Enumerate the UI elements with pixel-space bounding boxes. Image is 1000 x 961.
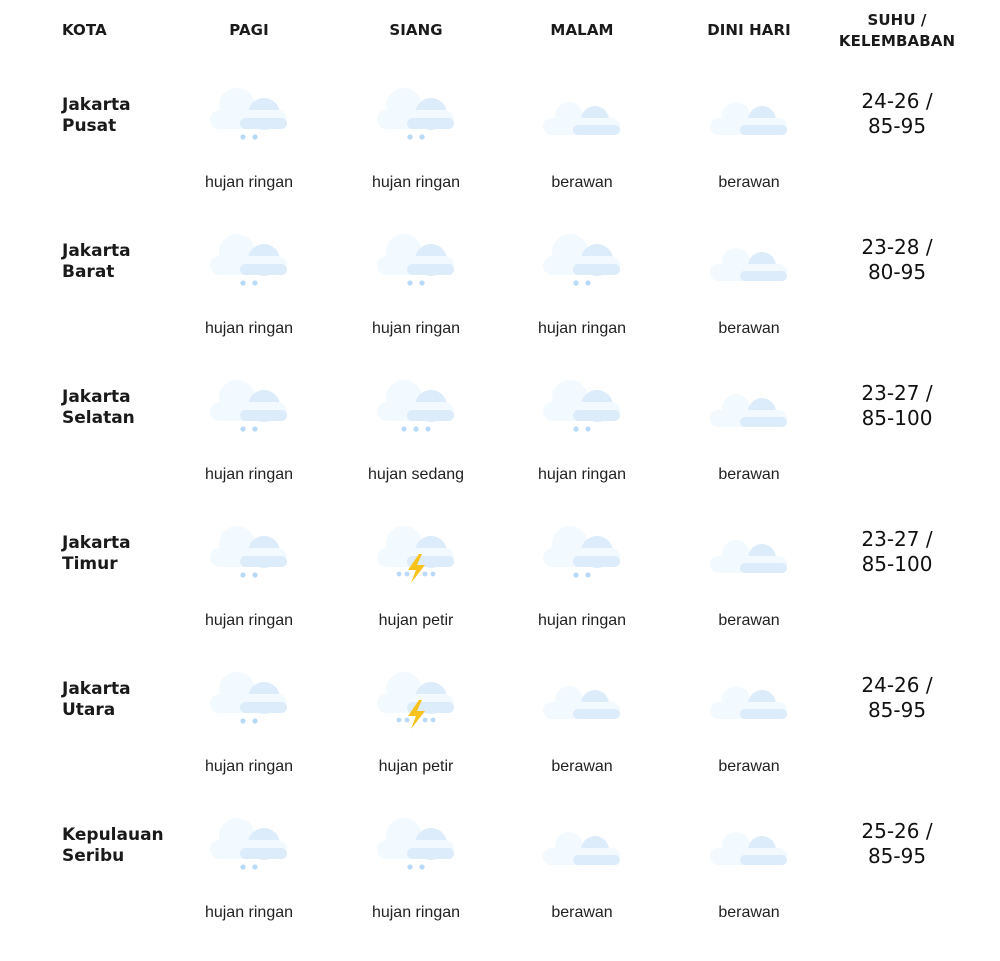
condition-label: hujan ringan <box>371 174 461 191</box>
city-name <box>62 95 177 137</box>
header-suhu-kelembaban <box>832 0 962 71</box>
condition-label: berawan <box>718 904 780 921</box>
city-name-line: Jakarta <box>62 95 131 115</box>
forecast-cell <box>333 669 499 815</box>
thunderstorm-cloud-icon <box>374 523 458 583</box>
forecast-row <box>0 523 1000 669</box>
condition-label: hujan ringan <box>371 320 461 337</box>
light-rain-cloud-icon <box>207 669 291 729</box>
forecast-cell <box>166 85 332 231</box>
forecast-cell <box>166 669 332 815</box>
header-kelembaban-label: KELEMBABAN <box>838 32 956 50</box>
light-rain-cloud-icon <box>540 231 624 291</box>
forecast-cell <box>499 523 665 669</box>
city-name-line: Jakarta <box>62 679 131 699</box>
temperature-humidity <box>832 89 962 139</box>
condition-label: hujan ringan <box>537 320 627 337</box>
city-name-line: Timur <box>62 554 118 574</box>
city-name <box>62 679 177 721</box>
forecast-cell <box>666 523 832 669</box>
condition-label: hujan ringan <box>537 466 627 483</box>
city-name-line: Utara <box>62 700 116 720</box>
temperature-range: 23-28 / <box>861 235 933 259</box>
header-pagi: PAGI <box>229 20 269 39</box>
light-rain-cloud-icon <box>374 231 458 291</box>
light-rain-cloud-icon <box>207 815 291 875</box>
condition-label: berawan <box>718 758 780 775</box>
humidity-range: 85-95 <box>867 698 927 722</box>
city-name-line: Barat <box>62 262 115 282</box>
forecast-cell <box>166 523 332 669</box>
light-rain-cloud-icon <box>540 523 624 583</box>
cloudy-icon <box>540 815 624 875</box>
temperature-humidity <box>832 235 962 285</box>
condition-label: hujan ringan <box>204 320 294 337</box>
condition-label: berawan <box>718 466 780 483</box>
city-name-line: Jakarta <box>62 241 131 261</box>
humidity-range: 85-95 <box>867 114 927 138</box>
forecast-cell <box>333 231 499 377</box>
light-rain-cloud-icon <box>207 231 291 291</box>
city-name-line: Pusat <box>62 116 117 136</box>
condition-label: hujan petir <box>378 758 454 775</box>
condition-label: berawan <box>718 320 780 337</box>
condition-label: hujan ringan <box>204 174 294 191</box>
condition-label: berawan <box>551 904 613 921</box>
header-malam: MALAM <box>550 20 614 39</box>
cloudy-icon <box>707 377 791 437</box>
moderate-rain-cloud-icon <box>374 377 458 437</box>
forecast-row <box>0 815 1000 961</box>
header-kota: KOTA <box>62 20 107 39</box>
condition-label: berawan <box>718 174 780 191</box>
forecast-row <box>0 669 1000 815</box>
temperature-humidity <box>832 527 962 577</box>
temperature-humidity <box>832 673 962 723</box>
city-name-line: Seribu <box>62 846 125 866</box>
forecast-row <box>0 377 1000 523</box>
forecast-cell <box>499 231 665 377</box>
forecast-row <box>0 231 1000 377</box>
forecast-cell <box>666 231 832 377</box>
forecast-cell <box>499 85 665 231</box>
temperature-range: 25-26 / <box>861 819 933 843</box>
condition-label: hujan ringan <box>204 758 294 775</box>
temperature-range: 24-26 / <box>861 89 933 113</box>
forecast-cell <box>333 85 499 231</box>
forecast-cell <box>666 669 832 815</box>
light-rain-cloud-icon <box>207 523 291 583</box>
forecast-row <box>0 85 1000 231</box>
forecast-cell <box>333 377 499 523</box>
light-rain-cloud-icon <box>207 377 291 437</box>
header-suhu-label: SUHU / <box>867 11 927 29</box>
cloudy-icon <box>707 231 791 291</box>
forecast-cell <box>166 231 332 377</box>
condition-label: hujan ringan <box>204 904 294 921</box>
temperature-range: 23-27 / <box>861 381 933 405</box>
forecast-cell <box>499 377 665 523</box>
forecast-cell <box>333 523 499 669</box>
condition-label: berawan <box>551 758 613 775</box>
city-name-line: Kepulauan <box>62 825 164 845</box>
temperature-range: 23-27 / <box>861 527 933 551</box>
city-name <box>62 825 177 867</box>
cloudy-icon <box>540 85 624 145</box>
city-name <box>62 241 177 283</box>
humidity-range: 85-100 <box>861 552 933 576</box>
city-name <box>62 387 177 429</box>
forecast-cell <box>666 377 832 523</box>
light-rain-cloud-icon <box>207 85 291 145</box>
humidity-range: 80-95 <box>867 260 927 284</box>
forecast-cell <box>666 85 832 231</box>
cloudy-icon <box>540 669 624 729</box>
humidity-range: 85-100 <box>861 406 933 430</box>
condition-label: hujan ringan <box>537 612 627 629</box>
forecast-cell <box>333 815 499 961</box>
cloudy-icon <box>707 815 791 875</box>
forecast-cell <box>166 815 332 961</box>
condition-label: hujan ringan <box>371 904 461 921</box>
cloudy-icon <box>707 85 791 145</box>
forecast-cell <box>499 669 665 815</box>
light-rain-cloud-icon <box>374 85 458 145</box>
city-name-line: Jakarta <box>62 387 131 407</box>
condition-label: hujan sedang <box>367 466 465 483</box>
condition-label: hujan ringan <box>204 612 294 629</box>
cloudy-icon <box>707 669 791 729</box>
header-siang: SIANG <box>389 20 443 39</box>
city-name <box>62 533 177 575</box>
condition-label: berawan <box>551 174 613 191</box>
temperature-humidity <box>832 381 962 431</box>
city-name-line: Jakarta <box>62 533 131 553</box>
thunderstorm-cloud-icon <box>374 669 458 729</box>
light-rain-cloud-icon <box>374 815 458 875</box>
light-rain-cloud-icon <box>540 377 624 437</box>
cloudy-icon <box>707 523 791 583</box>
city-name-line: Selatan <box>62 408 135 428</box>
condition-label: berawan <box>718 612 780 629</box>
temperature-humidity <box>832 819 962 869</box>
condition-label: hujan ringan <box>204 466 294 483</box>
condition-label: hujan petir <box>378 612 454 629</box>
forecast-cell <box>166 377 332 523</box>
header-dini-hari: DINI HARI <box>707 20 791 39</box>
humidity-range: 85-95 <box>867 844 927 868</box>
temperature-range: 24-26 / <box>861 673 933 697</box>
forecast-cell <box>666 815 832 961</box>
forecast-cell <box>499 815 665 961</box>
